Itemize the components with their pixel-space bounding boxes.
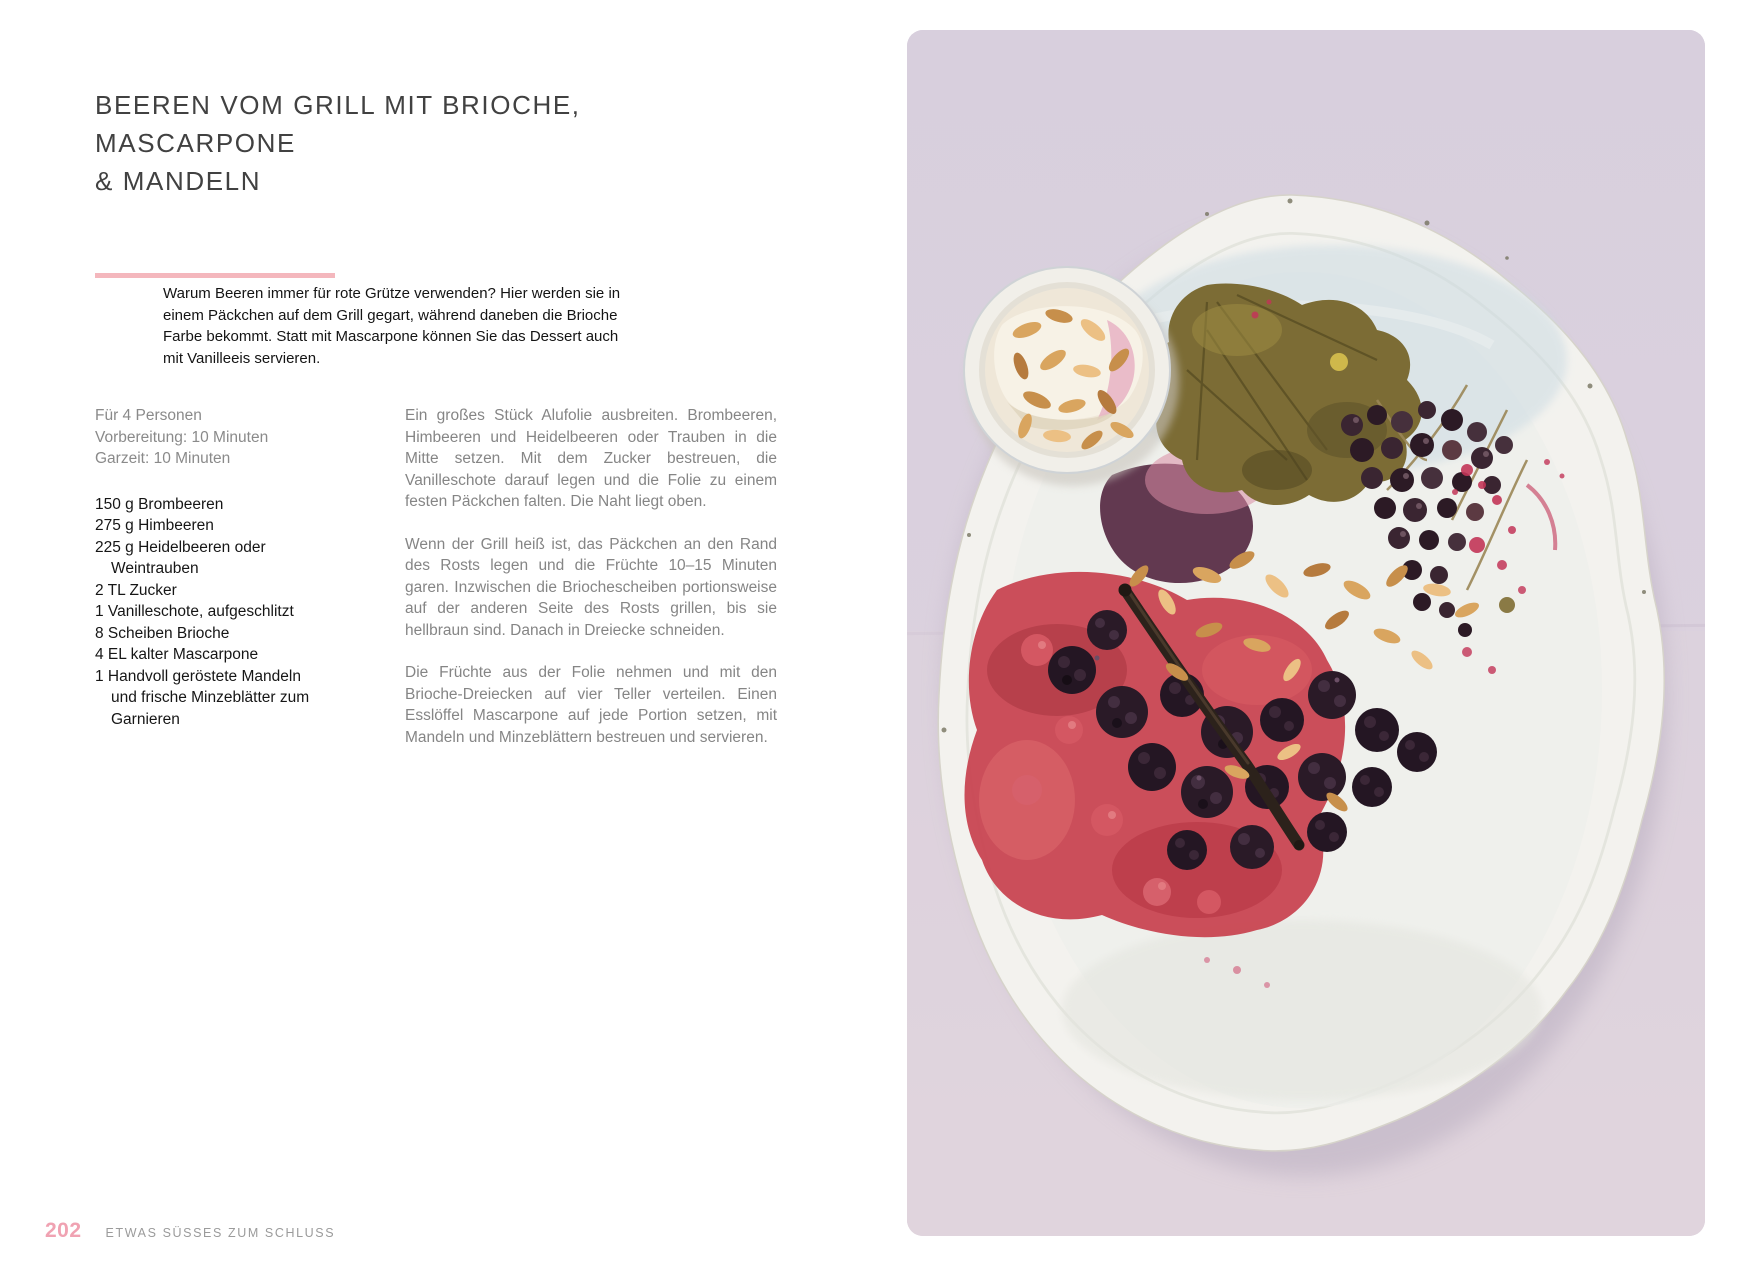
recipe-title-line2: & MANDELN: [95, 166, 262, 196]
meta-servings: Für 4 Personen: [95, 407, 202, 424]
recipe-title: [95, 86, 735, 200]
ingredient-line: 1 Handvoll geröstete Mandeln: [95, 667, 301, 685]
recipe-intro: Warum Beeren immer für rote Grütze verwenden? Hier werden sie in einem Päckchen auf dem Grill gegart, während daneben die Brioche Farbe bekommt. Statt mit Mascarpone können Sie das Dessert auch mit Vanilleeis servieren.: [163, 285, 621, 367]
ingredient-line: 275 g Himbeeren: [95, 517, 214, 534]
chapter-label: ETWAS SÜSSES ZUM SCHLUSS: [105, 1226, 336, 1240]
page-footer: [45, 1219, 335, 1243]
instruction-step: Ein großes Stück Alufolie ausbreiten. Brombeeren, Himbeeren und Heidelbeeren oder Trauben in die Mitte setzen. Mit dem Zucker bestreuen, die Vanilleschote darauf legen und die Folie zu einem festen Päckchen falten. Die Naht liegt oben.: [405, 407, 777, 510]
meta-cook-time: Garzeit: 10 Minuten: [95, 450, 231, 467]
recipe-title-line1: BEEREN VOM GRILL MIT BRIOCHE, MASCARPONE: [95, 90, 581, 158]
ingredients-list: [95, 494, 395, 731]
ingredient-line: 150 g Brombeeren: [95, 495, 224, 513]
ingredient-line: 1 Vanilleschote, aufgeschlitzt: [95, 603, 294, 620]
meta-prep-time: Vorbereitung: 10 Minuten: [95, 428, 269, 446]
recipe-photo-art: [907, 30, 1705, 1236]
page-number: 202: [45, 1219, 82, 1242]
ingredient-line: 2 TL Zucker: [95, 581, 177, 599]
recipe-photo: [907, 30, 1705, 1236]
instruction-step: Die Früchte aus der Folie nehmen und mit den Brioche-Dreiecken auf vier Teller verteilen. Einen Esslöffel Mascarpone auf jede Portion setzen, mit Mandeln und Minzeblättern bestreuen und servieren.: [405, 664, 777, 746]
ingredient-line: Garnieren: [111, 710, 180, 728]
accent-rule: [95, 273, 335, 278]
ingredient-line: Weintrauben: [111, 560, 199, 577]
instructions-column: [405, 405, 777, 748]
instruction-step: Wenn der Grill heiß ist, das Päckchen an den Rand des Rosts legen und die Früchte 10–15 Minuten garen. Inzwischen die Briochescheiben portionsweise auf der anderen Seite des Rosts grillen, bis sie hellbraun sind. Danach in Dreiecke schneiden.: [405, 535, 777, 639]
recipe-meta: [95, 405, 395, 470]
ingredient-line: 225 g Heidelbeeren oder: [95, 538, 266, 556]
ingredient-line: 4 EL kalter Mascarpone: [95, 646, 259, 663]
ingredients-column: [95, 405, 395, 730]
ingredient-line: und frische Minzeblätter zum: [111, 689, 310, 706]
ingredient-line: 8 Scheiben Brioche: [95, 624, 230, 642]
